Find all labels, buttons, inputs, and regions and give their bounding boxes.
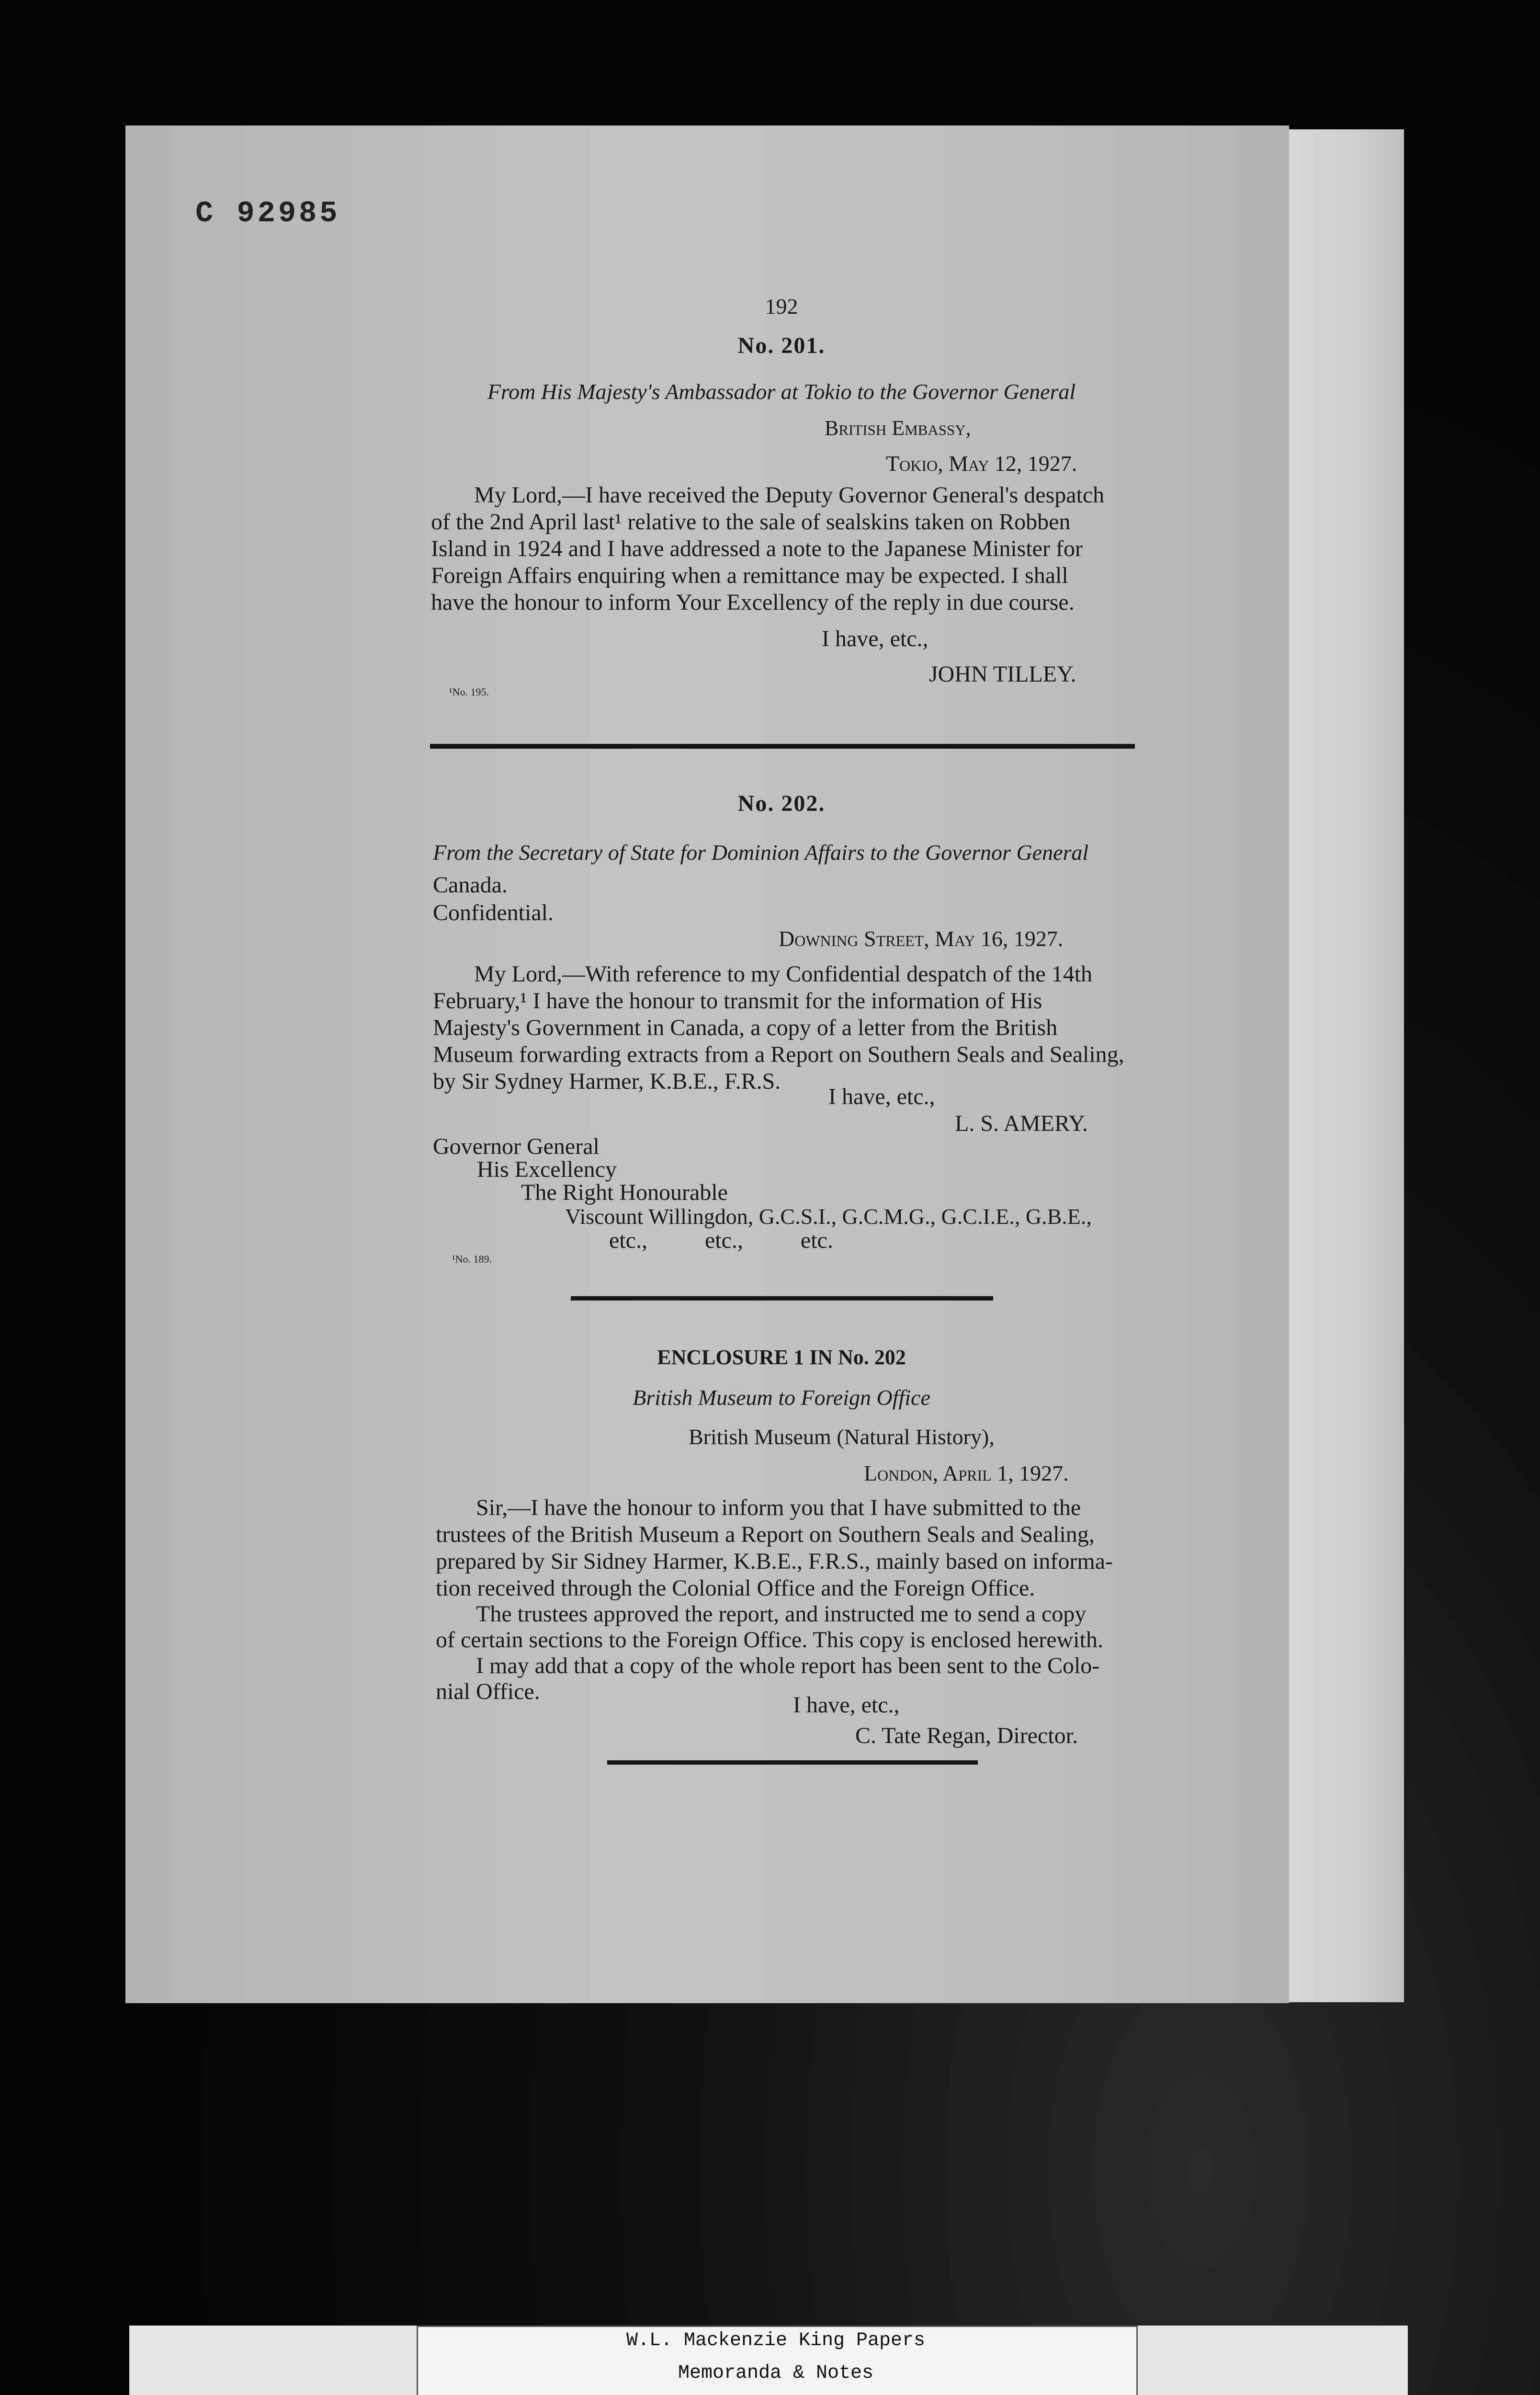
doc201-number: No. 201. <box>737 333 826 358</box>
enclosure-body-line: nial Office. <box>436 1679 540 1704</box>
doc202-body-line: Museum forwarding extracts from a Report on Southern Seals and Sealing, <box>433 1042 1124 1067</box>
collection-series: Memoranda & Notes <box>678 2362 874 2384</box>
doc201-dateline: Tokio, May 12, 1927. <box>886 451 1077 476</box>
doc202-closing: I have, etc., <box>828 1084 935 1109</box>
doc202-dateline: Downing Street, May 16, 1927. <box>779 926 1064 951</box>
enclosure-body-line: trustees of the British Museum a Report on Southern Seals and Sealing, <box>436 1522 1095 1547</box>
doc202-address-line: etc., etc., etc. <box>609 1228 833 1253</box>
doc201-closing: I have, etc., <box>822 626 929 651</box>
doc201-from: From His Majesty's Ambassador at Tokio to the Governor General <box>487 379 1076 404</box>
doc202-number: No. 202. <box>737 791 826 816</box>
doc201-body-line: Foreign Affairs enquiring when a remittance may be expected. I shall <box>431 563 1068 588</box>
section-divider <box>430 744 1135 749</box>
doc201-body-line: Island in 1924 and I have addressed a note to the Japanese Minister for <box>431 536 1083 561</box>
page-edge <box>1280 129 1404 2002</box>
doc201-body-line: have the honour to inform Your Excellency of the reply in due course. <box>431 590 1075 615</box>
doc202-addressee: Canada. <box>433 872 508 898</box>
doc202-address-line: The Right Honourable <box>521 1180 728 1205</box>
enclosure-body-line: prepared by Sir Sidney Harmer, K.B.E., F.R.S., mainly based on informa- <box>436 1549 1113 1574</box>
enclosure-place: British Museum (Natural History), <box>689 1425 995 1449</box>
section-divider <box>607 1760 978 1765</box>
doc201-footnote: ¹No. 195. <box>449 686 489 698</box>
enclosure-body-line: of certain sections to the Foreign Office. This copy is enclosed herewith. <box>436 1627 1103 1653</box>
enclosure-body-line: I may add that a copy of the whole report has been sent to the Colo- <box>476 1653 1100 1678</box>
doc201-body-line: My Lord,—I have received the Deputy Governor General's despatch <box>474 482 1105 508</box>
doc201-place: British Embassy, <box>825 416 971 440</box>
doc201-signature: JOHN TILLEY. <box>929 661 1076 687</box>
section-divider <box>571 1296 993 1300</box>
doc202-address-line: Viscount Willingdon, G.C.S.I., G.C.M.G., G.C.I.E., G.B.E., <box>565 1204 1092 1229</box>
enclosure-heading: ENCLOSURE 1 IN No. 202 <box>657 1346 906 1369</box>
doc202-body-line: Majesty's Government in Canada, a copy of a letter from the British <box>433 1015 1058 1040</box>
enclosure-body-line: The trustees approved the report, and instructed me to send a copy <box>476 1601 1087 1627</box>
enclosure-closing: I have, etc., <box>793 1692 900 1718</box>
page-number: 192 <box>765 294 798 319</box>
doc202-from: From the Secretary of State for Dominion Affairs to the Governor General <box>433 840 1089 865</box>
doc202-body-line: by Sir Sydney Harmer, K.B.E., F.R.S. <box>433 1069 781 1094</box>
doc202-address-line: His Excellency <box>477 1157 617 1182</box>
enclosure-from: British Museum to Foreign Office <box>633 1385 930 1410</box>
enclosure-body-line: tion received through the Colonial Office and the Foreign Office. <box>436 1575 1035 1601</box>
enclosure-dateline: London, April 1, 1927. <box>864 1461 1069 1485</box>
doc202-footnote: ¹No. 189. <box>452 1253 492 1265</box>
enclosure-body-line: Sir,—I have the honour to inform you that I have submitted to the <box>476 1495 1081 1520</box>
frame-code: C 92985 <box>195 196 340 230</box>
collection-name: W.L. Mackenzie King Papers <box>626 2330 926 2351</box>
doc201-body-line: of the 2nd April last¹ relative to the sale of sealskins taken on Robben <box>431 509 1071 535</box>
doc202-body-line: My Lord,—With reference to my Confidential despatch of the 14th <box>474 961 1093 987</box>
doc202-address-line: Governor General <box>433 1134 600 1159</box>
doc202-body-line: February,¹ I have the honour to transmit for the information of His <box>433 988 1042 1014</box>
doc202-classification: Confidential. <box>433 900 554 925</box>
doc202-signature: L. S. AMERY. <box>955 1111 1088 1136</box>
enclosure-signature: C. Tate Regan, Director. <box>855 1723 1078 1748</box>
